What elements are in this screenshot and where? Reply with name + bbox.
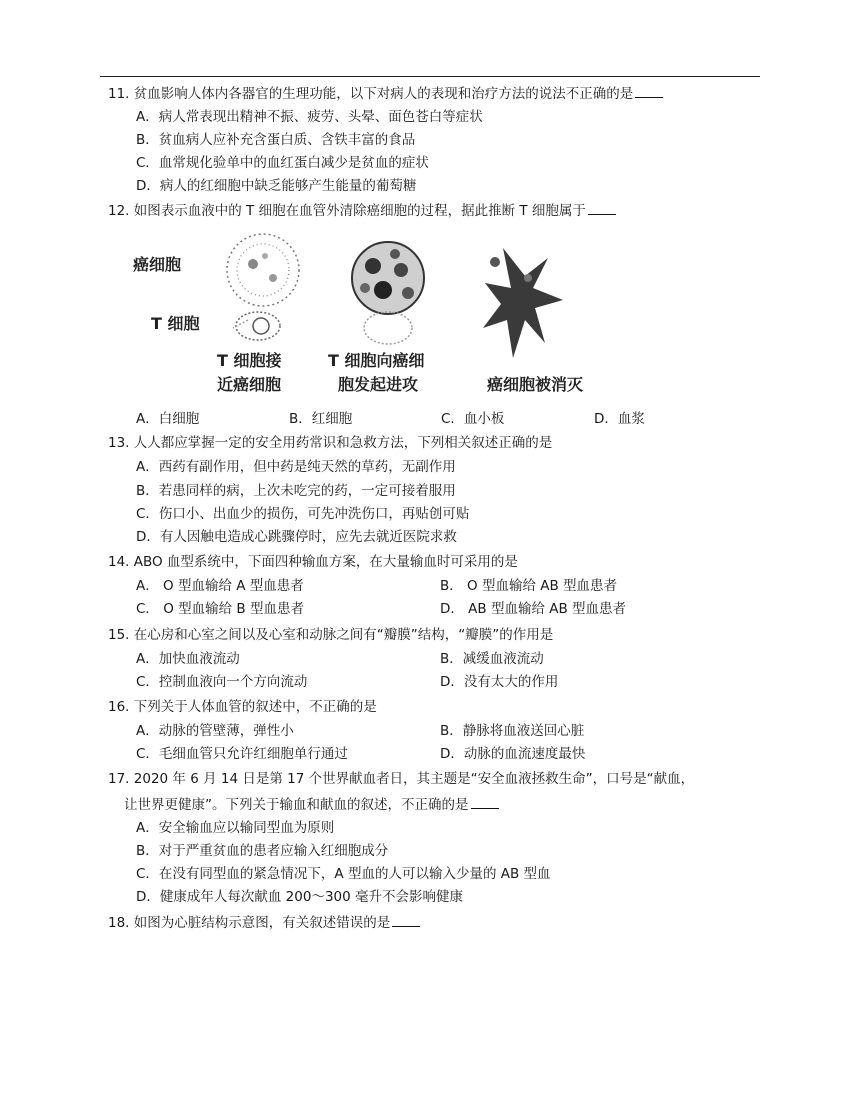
option-11-b: B．贫血病人应补充含蛋白质、含铁丰富的食品 (136, 132, 416, 148)
option-11-c: C．血常规化验单中的血红蛋白减少是贫血的症状 (136, 155, 429, 171)
question-17-line1: 17. 2020 年 6 月 14 日是第 17 个世界献血者日，其主题是“安全血液拯救生命”，口号是“献血， (108, 771, 695, 787)
option-12-d: D．血浆 (594, 411, 645, 427)
question-15: 15. 在心房和心室之间以及心室和动脉之间有“瓣膜”结构，“瓣膜”的作用是 (108, 627, 554, 643)
question-12-stem: 12. 如图表示血液中的 T 细胞在血管外清除癌细胞的过程，据此推断 T 细胞属于 (108, 203, 586, 219)
t-cell-figure-svg (133, 228, 628, 406)
option-14-c: C． O 型血输给 B 型血患者 (136, 601, 304, 617)
question-12 (108, 201, 616, 220)
option-15-c: C．控制血液向一个方向流动 (136, 674, 308, 690)
option-17-a: A．安全输血应以输同型血为原则 (136, 820, 335, 836)
answer-blank (392, 913, 420, 927)
option-13-b: B．若患同样的病，上次未吃完的药，一定可接着服用 (136, 483, 456, 499)
caption-stage2-line1: T 细胞向癌细 (328, 351, 425, 370)
option-13-a: A．西药有副作用，但中药是纯天然的草药，无副作用 (136, 459, 456, 475)
cancer-cell-stage1 (227, 234, 299, 306)
question-17-stem: 让世界更健康”。下列关于输血和献血的叙述，不正确的是 (124, 797, 469, 813)
question-11-stem: 11. 贫血影响人体内各器官的生理功能，以下对病人的表现和治疗方法的说法不正确的是 (108, 86, 634, 102)
answer-blank (635, 84, 663, 98)
option-12-a: A．白细胞 (136, 411, 200, 427)
caption-stage3: 癌细胞被消灭 (487, 375, 584, 394)
option-12-b: B．红细胞 (289, 411, 353, 427)
question-17-line2 (124, 795, 499, 814)
question-16: 16. 下列关于人体血管的叙述中，不正确的是 (108, 699, 377, 715)
option-17-b: B．对于严重贫血的患者应输入红细胞成分 (136, 843, 389, 859)
option-11-a: A．病人常表现出精神不振、疲劳、头晕、面色苍白等症状 (136, 109, 483, 125)
option-17-d: D．健康成年人每次献血 200～300 毫升不会影响健康 (136, 889, 464, 905)
t-cell-stage1 (233, 312, 280, 340)
option-14-a: A． O 型血输给 A 型血患者 (136, 578, 304, 594)
option-15-d: D．没有太大的作用 (440, 674, 559, 690)
answer-blank (471, 795, 499, 809)
option-13-d: D．有人因触电造成心跳骤停时，应先去就近医院求救 (136, 529, 457, 545)
cancer-cell-stage2 (352, 242, 424, 314)
option-16-d: D．动脉的血流速度最快 (440, 746, 586, 762)
t-cell-stage2 (364, 312, 412, 344)
question-11 (108, 84, 663, 103)
option-15-b: B．减缓血液流动 (440, 651, 544, 667)
option-16-a: A．动脉的管壁薄，弹性小 (136, 723, 294, 739)
header-rule (100, 76, 760, 77)
question-18-stem: 18. 如图为心脏结构示意图，有关叙述错误的是 (108, 915, 391, 931)
option-17-c: C．在没有同型血的紧急情况下，A 型血的人可以输入少量的 AB 型血 (136, 866, 551, 882)
label-cancer-cell: 癌细胞 (133, 255, 182, 274)
option-14-b: B． O 型血输给 AB 型血患者 (440, 578, 618, 594)
option-11-d: D．病人的红细胞中缺乏能够产生能量的葡萄糖 (136, 178, 417, 194)
answer-blank (588, 201, 616, 215)
option-16-c: C．毛细血管只允许红细胞单行通过 (136, 746, 348, 762)
question-13: 13. 人人都应掌握一定的安全用药常识和急救方法，下列相关叙述正确的是 (108, 435, 553, 451)
option-12-c: C．血小板 (441, 411, 505, 427)
option-15-a: A．加快血液流动 (136, 651, 240, 667)
caption-stage1-line2: 近癌细胞 (217, 375, 282, 394)
option-14-d: D． AB 型血输给 AB 型血患者 (440, 601, 627, 617)
label-t-cell: T 细胞 (151, 314, 200, 333)
t-cell-figure (133, 228, 628, 406)
option-13-c: C．伤口小、出血少的损伤，可先冲洗伤口，再贴创可贴 (136, 506, 470, 522)
caption-stage1-line1: T 细胞接 (217, 351, 282, 370)
caption-stage2-line2: 胞发起进攻 (338, 375, 419, 394)
option-16-b: B．静脉将血液送回心脏 (440, 723, 585, 739)
destroyed-cancer-cell (483, 248, 563, 358)
question-18 (108, 913, 420, 932)
question-14: 14. ABO 血型系统中，下面四种输血方案，在大量输血时可采用的是 (108, 554, 518, 570)
